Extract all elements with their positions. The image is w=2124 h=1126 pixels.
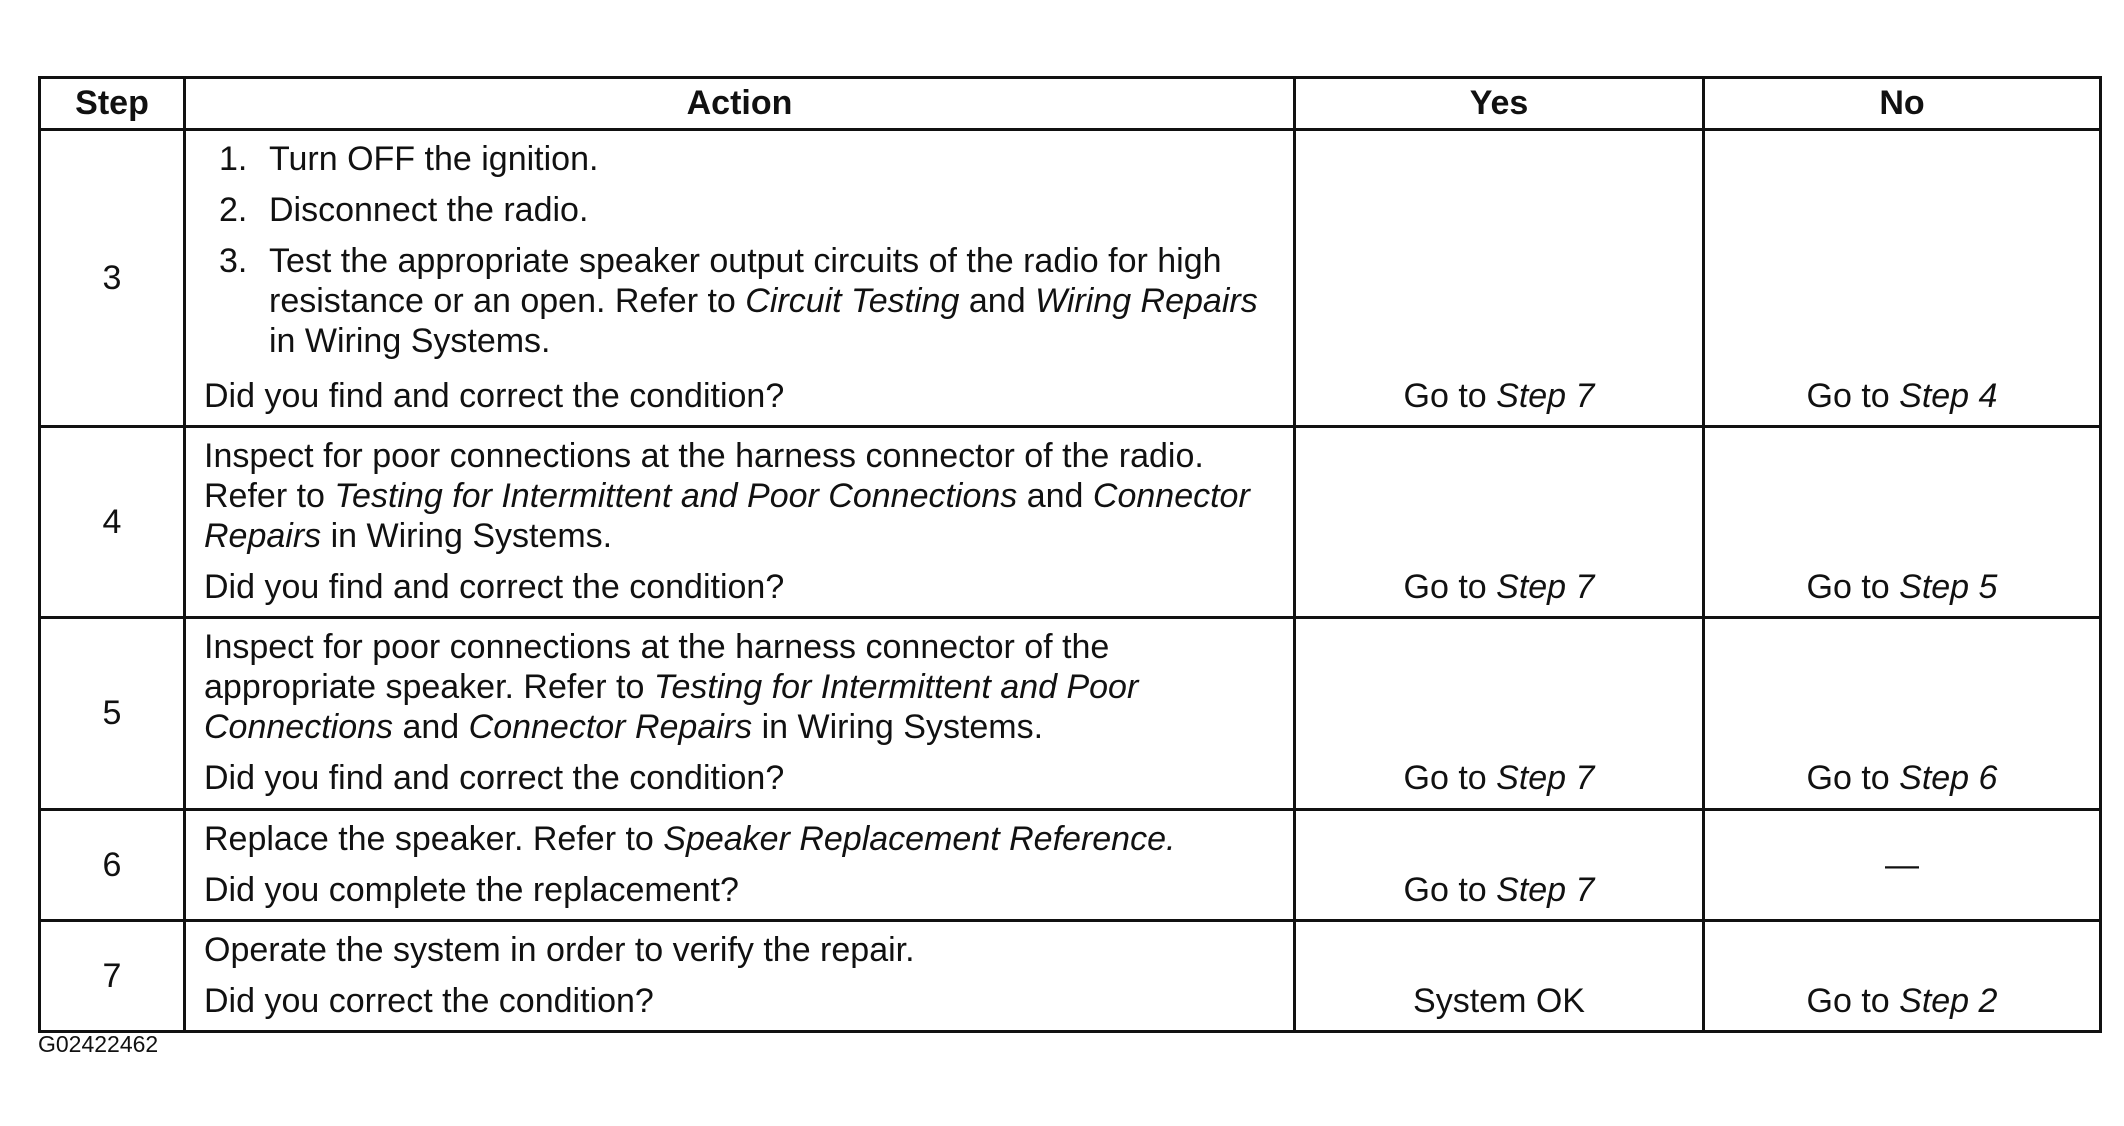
- table-row: [40, 809, 2101, 920]
- yes-cell: [1295, 426, 1704, 617]
- header-yes: Yes: [1295, 78, 1704, 130]
- yes-prefix: Go to: [1403, 870, 1497, 909]
- no-prefix: Go to: [1806, 981, 1900, 1020]
- question-text: Did you find and correct the condition?: [204, 759, 785, 798]
- instruction-span: and: [1017, 476, 1093, 515]
- no-prefix: Go to: [1806, 567, 1900, 606]
- yes-prefix: Go to: [1403, 376, 1497, 415]
- question-text: Did you correct the condition?: [204, 981, 654, 1020]
- list-item: [219, 190, 1275, 230]
- instruction-text: [204, 819, 1275, 859]
- table-row: [40, 130, 2101, 427]
- action-cell: [185, 809, 1295, 920]
- instruction-span: in Wiring Systems.: [321, 516, 613, 555]
- no-cell: [1704, 920, 2101, 1031]
- question-text: Did you find and correct the condition?: [204, 376, 785, 415]
- reference-link: Testing for Intermittent and Poor Connections: [334, 476, 1018, 515]
- yes-prefix: Go to: [1403, 759, 1497, 798]
- yes-cell: [1295, 130, 1704, 427]
- yes-cell: [1295, 809, 1704, 920]
- step-number: 7: [40, 920, 185, 1031]
- list-text: and: [959, 282, 1036, 321]
- list-number: 2.: [219, 191, 248, 230]
- yes-prefix: Go to: [1403, 567, 1497, 606]
- yes-cell: System OK: [1295, 920, 1704, 1031]
- reference-link: Connector Repairs: [204, 476, 1250, 555]
- no-cell: [1704, 426, 2101, 617]
- question-text: Did you find and correct the condition?: [204, 567, 785, 606]
- action-cell: [185, 130, 1295, 427]
- no-step-ref: Step 2: [1899, 981, 1998, 1020]
- no-step-ref: Step 6: [1899, 759, 1998, 798]
- action-cell: [185, 920, 1295, 1031]
- list-text: Test the appropriate speaker output circuits of the radio for high resistance or an open. Refer to: [269, 242, 1222, 321]
- table-row: [40, 920, 2101, 1031]
- reference-link: Circuit Testing: [745, 282, 960, 321]
- figure-id: G02422462: [38, 1031, 159, 1057]
- reference-link: Speaker Replacement Reference.: [663, 819, 1176, 858]
- list-text: Turn OFF the ignition.: [269, 140, 599, 178]
- instruction-text: Operate the system in order to verify the repair.: [204, 930, 915, 969]
- table-row: [40, 426, 2101, 617]
- instruction-span: Inspect for poor connections at the harness connector of the appropriate speaker. Refer to: [204, 628, 1110, 707]
- no-prefix: Go to: [1806, 376, 1900, 415]
- instruction-text: [204, 627, 1275, 747]
- instruction-span: Replace the speaker. Refer to: [204, 819, 664, 858]
- yes-step-ref: Step 7: [1496, 870, 1595, 909]
- header-action: Action: [185, 78, 1295, 130]
- list-text: Disconnect the radio.: [269, 191, 589, 230]
- yes-step-ref: Step 7: [1496, 376, 1595, 415]
- instruction-span: and: [393, 708, 469, 747]
- header-step: Step: [40, 78, 185, 130]
- instruction-span: Inspect for poor connections at the harness connector of the radio. Refer to: [204, 436, 1204, 515]
- no-cell: [1704, 130, 2101, 427]
- yes-step-ref: Step 7: [1496, 567, 1595, 606]
- reference-link: Testing for Intermittent and Poor Connections: [204, 668, 1139, 747]
- question-text: Did you complete the replacement?: [204, 870, 739, 909]
- reference-link: Connector Repairs: [468, 708, 753, 747]
- list-text: in Wiring Systems.: [269, 322, 551, 361]
- step-number: 4: [40, 426, 185, 617]
- no-step-ref: Step 4: [1899, 376, 1998, 415]
- step-number: 6: [40, 809, 185, 920]
- action-cell: [185, 618, 1295, 809]
- list-number: 3.: [219, 242, 248, 281]
- list-item: [219, 241, 1275, 361]
- yes-cell: [1295, 618, 1704, 809]
- no-prefix: Go to: [1806, 759, 1900, 798]
- reference-link: Wiring Repairs: [1035, 282, 1258, 321]
- no-cell-dash: —: [1704, 809, 2101, 920]
- instruction-span: in Wiring Systems.: [752, 708, 1044, 747]
- no-step-ref: Step 5: [1899, 567, 1998, 606]
- table-header-row: [40, 78, 2101, 130]
- step-number: 3: [40, 130, 185, 427]
- diagnostic-table: [38, 76, 2102, 1033]
- list-number: 1.: [219, 140, 248, 178]
- yes-step-ref: Step 7: [1496, 759, 1595, 798]
- no-cell: [1704, 618, 2101, 809]
- list-item: [219, 139, 1275, 179]
- instruction-text: [204, 436, 1275, 556]
- header-no: No: [1704, 78, 2101, 130]
- action-cell: [185, 426, 1295, 617]
- step-number: 5: [40, 618, 185, 809]
- instruction-list: [204, 139, 1275, 362]
- table-row: [40, 618, 2101, 809]
